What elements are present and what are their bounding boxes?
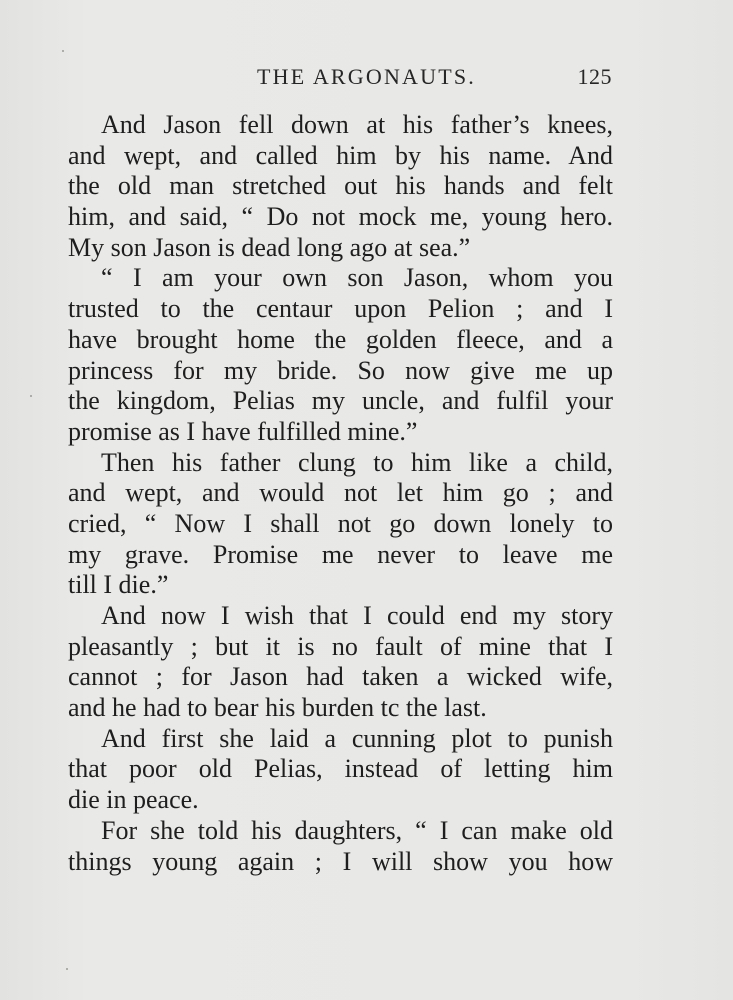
page-header (0, 60, 733, 94)
text-line: And first she laid a cunning plot to punish (101, 723, 613, 753)
text-line: him, and said, “ Do not mock me, young hero. (68, 202, 613, 232)
text-line: cried, “ Now I shall not go down lonely to (68, 508, 613, 538)
text-line: my grave. Promise me never to leave me (68, 539, 613, 569)
text-line: die in peace. (68, 785, 199, 815)
text-line: My son Jason is dead long ago at sea.” (68, 232, 471, 262)
text-line: And Jason fell down at his father’s knees, (101, 110, 613, 139)
text-line: Then his father clung to him like a child, (101, 447, 613, 477)
text-line: till I die.” (68, 570, 169, 600)
text-line: the old man stretched out his hands and felt (68, 171, 613, 201)
body-text (68, 110, 613, 877)
text-line: princess for my bride. So now give me up (68, 355, 613, 385)
paper-speck (62, 50, 64, 52)
text-line: trusted to the centaur upon Pelion ; and I (68, 294, 613, 324)
paper-speck (66, 968, 68, 970)
text-line: and wept, and called him by his name. And (68, 140, 613, 170)
text-line: promise as I have fulfilled mine.” (68, 416, 418, 446)
text-line: pleasantly ; but it is no fault of mine that I (68, 631, 613, 661)
paper-speck (30, 395, 32, 397)
text-line: the kingdom, Pelias my uncle, and fulfil your (68, 386, 613, 416)
text-line: “ I am your own son Jason, whom you (101, 263, 613, 293)
text-line: and he had to bear his burden tc the last. (68, 693, 487, 723)
text-line: have brought home the golden fleece, and a (68, 324, 613, 354)
text-line: For she told his daughters, “ I can make old (101, 815, 613, 845)
text-line: things young again ; I will show you how (68, 846, 613, 876)
text-line: and wept, and would not let him go ; and (68, 478, 613, 508)
text-line: cannot ; for Jason had taken a wicked wife, (68, 662, 613, 692)
text-line: And now I wish that I could end my story (101, 601, 613, 630)
page-number: 125 (577, 64, 612, 89)
running-title: THE ARGONAUTS. (256, 64, 477, 89)
text-line: that poor old Pelias, instead of letting him (68, 754, 613, 784)
